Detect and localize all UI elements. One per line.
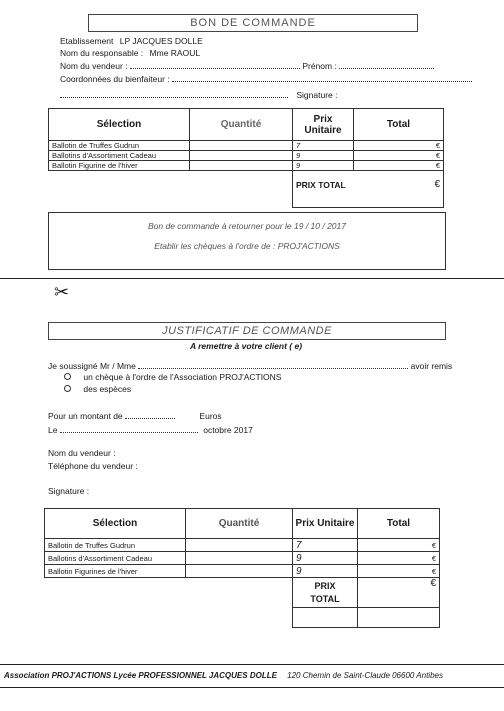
receipt-table [44,508,440,628]
order-form-title: BON DE COMMANDE [190,17,316,29]
signature-line[interactable]: Signature : [60,89,480,100]
return-note: Bon de commande à retourner pour le 19 / 10 / 2017 [148,221,346,231]
footer [0,664,504,688]
cheque-note: Etablir les chèques à l'ordre de : PROJ'ACTIONS [154,241,340,251]
table-row: Ballotin Figurine de l'hiver 9 € [49,161,444,171]
order-form-title-box [88,14,418,32]
col-selection: Sélection [45,509,186,539]
quantity-cell[interactable] [190,141,293,151]
receipt-title: JUSTIFICATIF DE COMMANDE [162,325,332,337]
return-note-box [48,212,446,270]
radio-icon[interactable] [64,373,71,380]
footer-address: 120 Chemin de Saint-Claude 06600 Antibes [287,671,443,680]
receipt-seller-label: Nom du vendeur : [48,448,116,458]
col-unit-price: Prix Unitaire [293,109,354,141]
amount-line[interactable]: Pour un montant de Euros [48,411,222,421]
receipt-title-box [48,322,446,340]
col-unit-price: Prix Unitaire [293,509,358,539]
quantity-cell[interactable] [186,565,293,578]
scissors-icon: ✂ [54,282,70,302]
col-quantity: Quantité [190,109,293,141]
radio-icon[interactable] [64,385,71,392]
col-total: Total [358,509,440,539]
establishment-line: Etablissement LP JACQUES DOLLE [60,36,203,46]
seller-line[interactable]: Nom du vendeur : Prénom : [60,60,480,71]
table-row: Ballotin de Truffes Gudrun 7 € [45,539,440,552]
declaration-line[interactable]: Je soussigné Mr / Mme avoir remis [48,361,453,371]
order-table [48,108,444,208]
quantity-cell[interactable] [186,552,293,565]
cut-line [0,278,504,279]
receipt-phone-label: Téléphone du vendeur : [48,461,138,471]
manager-line: Nom du responsable : Mme RAOUL [60,48,201,58]
total-cell[interactable]: € [358,578,440,608]
col-selection: Sélection [49,109,190,141]
benefactor-line[interactable]: Coordonnées du bienfaiteur : [60,73,480,84]
quantity-cell[interactable] [186,539,293,552]
col-quantity: Quantité [186,509,293,539]
footer-association: Association PROJ'ACTIONS Lycée PROFESSIONNEL JACQUES DOLLE [4,671,277,680]
date-line[interactable]: Le octobre 2017 [48,425,253,435]
table-row: Ballotins d'Assortiment Cadeau 9 € [45,552,440,565]
col-total: Total [354,109,444,141]
receipt-subtitle: A remettre à votre client ( e) [189,341,303,351]
quantity-cell[interactable] [190,151,293,161]
total-label: PRIX TOTAL [293,171,354,199]
table-row: Ballotin Figurines de l'hiver 9 € [45,565,440,578]
option-cash[interactable]: des espèces [64,384,131,394]
receipt-signature-label: Signature : [48,486,90,496]
total-label: PRIX TOTAL [293,578,358,608]
total-cell[interactable]: € [354,171,444,199]
table-row: Ballotin de Truffes Gudrun 7 € [49,141,444,151]
table-row: Ballotins d'Assortiment Cadeau 9 € [49,151,444,161]
quantity-cell[interactable] [190,161,293,171]
option-cheque[interactable]: un chèque à l'ordre de l'Association PROJ'ACTIONS [64,372,281,382]
